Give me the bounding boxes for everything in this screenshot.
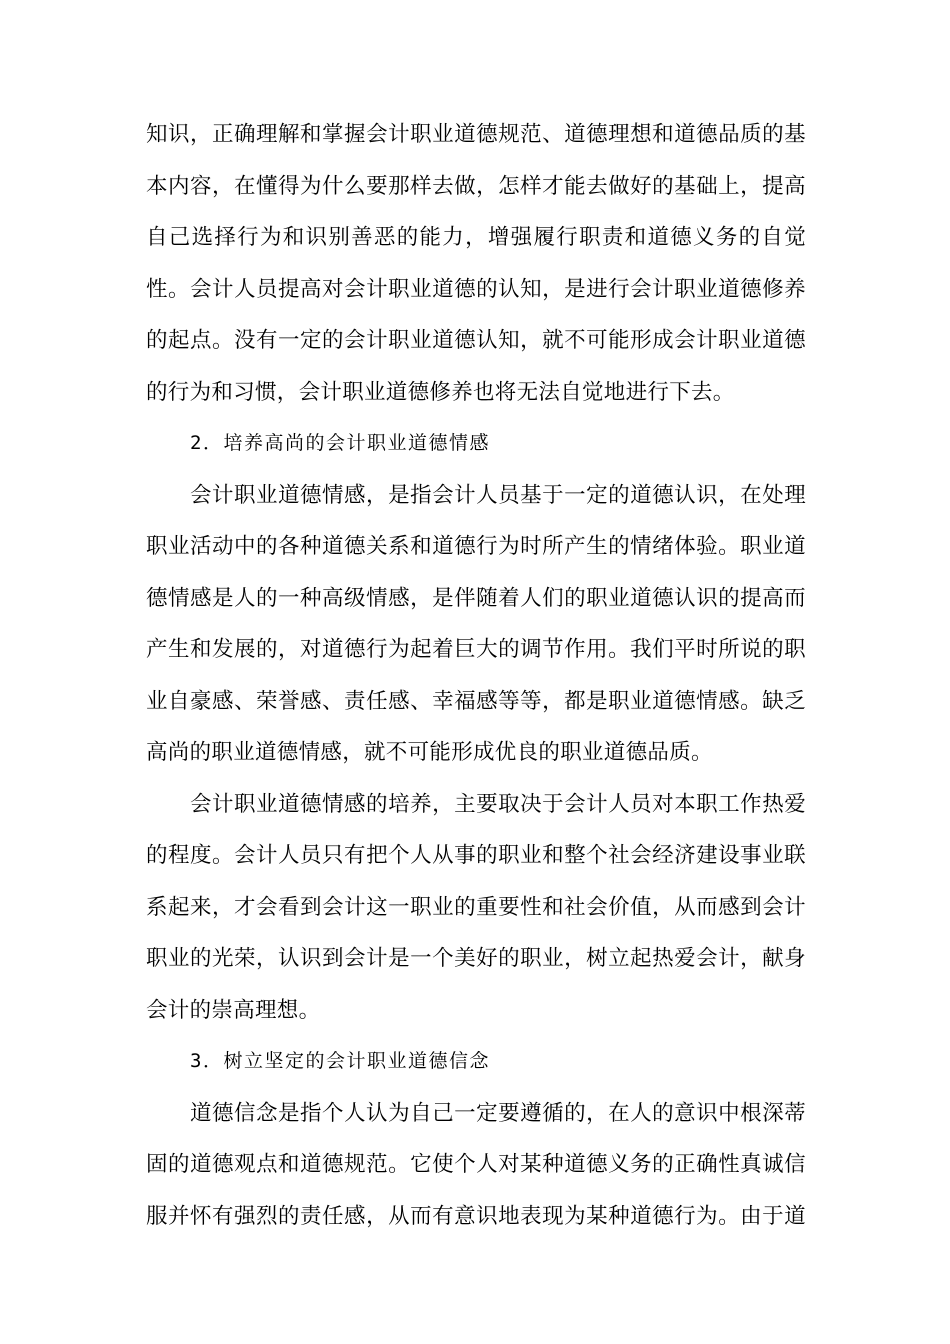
text-line: 知识，正确理解和掌握会计职业道德规范、道德理想和道德品质的基 — [146, 122, 806, 147]
text-line: 本内容，在懂得为什么要那样去做，怎样才能去做好的基础上，提高 — [146, 173, 806, 199]
text-line-last: 的行为和习惯，会计职业道德修养也将无法自觉地进行下去。 — [146, 379, 735, 405]
text-line-first: 道德信念是指个人认为自己一定要遵循的，在人的意识中根深蒂 — [190, 1100, 806, 1126]
section-heading-2: 2．培养高尚的会计职业道德情感 — [190, 432, 490, 454]
text-line: 固的道德观点和道德规范。它使个人对某种道德义务的正确性真诚信 — [146, 1152, 806, 1177]
text-line: 产生和发展的，对道德行为起着巨大的调节作用。我们平时所说的职 — [146, 637, 806, 662]
text-line-last: 高尚的职业道德情感，就不可能形成优良的职业道德品质。 — [146, 740, 713, 765]
text-line: 德情感是人的一种高级情感，是伴随着人们的职业道德认识的提高而 — [146, 585, 806, 611]
text-line: 职业活动中的各种道德关系和道德行为时所产生的情绪体验。职业道 — [146, 534, 806, 559]
section-heading-3: 3．树立坚定的会计职业道德信念 — [190, 1050, 490, 1072]
document-page — [146, 109, 806, 1242]
text-line: 的程度。会计人员只有把个人从事的职业和整个社会经济建设事业联 — [146, 843, 806, 868]
text-line-first: 会计职业道德情感的培养，主要取决于会计人员对本职工作热爱 — [190, 791, 806, 817]
text-line: 自己选择行为和识别善恶的能力，增强履行职责和道德义务的自觉 — [146, 225, 806, 250]
paragraph-continued — [146, 109, 806, 418]
text-line: 服并怀有强烈的责任感，从而有意识地表现为某种道德行为。由于道 — [146, 1203, 806, 1229]
text-line: 性。会计人员提高对会计职业道德的认知，是进行会计职业道德修养 — [146, 276, 806, 302]
paragraph — [146, 779, 806, 1037]
text-line: 系起来，才会看到会计这一职业的重要性和社会价值，从而感到会计 — [146, 894, 806, 920]
text-line: 的起点。没有一定的会计职业道德认知，就不可能形成会计职业道德 — [146, 328, 806, 353]
text-line: 职业的光荣，认识到会计是一个美好的职业，树立起热爱会计，献身 — [146, 946, 806, 971]
paragraph — [146, 1088, 806, 1243]
text-line-last: 会计的崇高理想。 — [146, 997, 321, 1023]
paragraph — [146, 470, 806, 779]
text-line: 业自豪感、荣誉感、责任感、幸福感等等，都是职业道德情感。缺乏 — [146, 688, 806, 714]
text-line-first: 会计职业道德情感，是指会计人员基于一定的道德认识，在处理 — [190, 482, 806, 508]
